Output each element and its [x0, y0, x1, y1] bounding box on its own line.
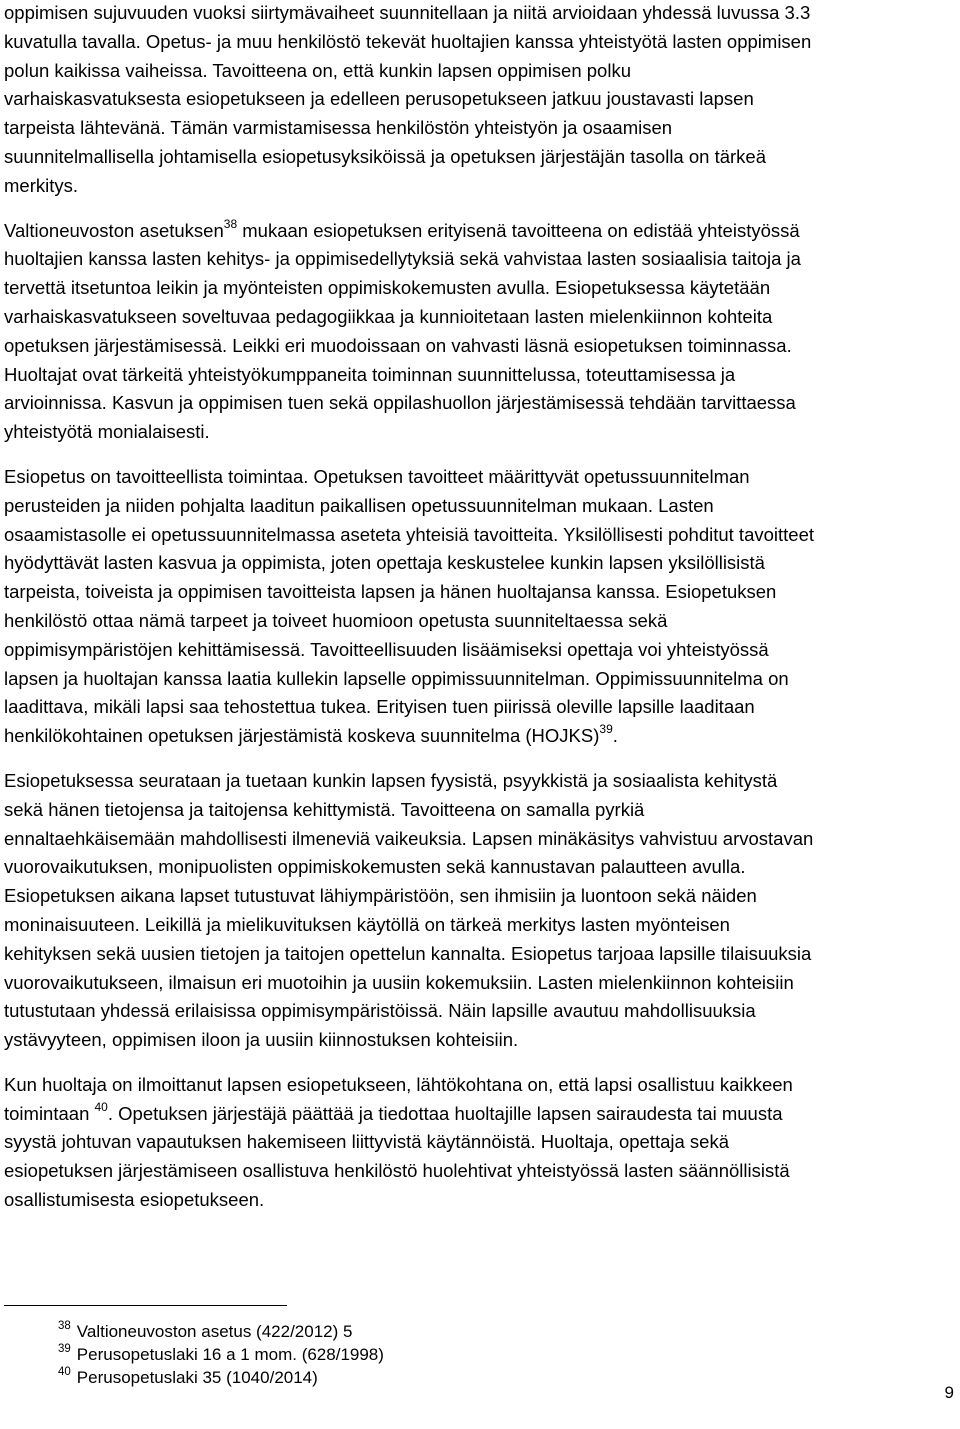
footnote-40 [58, 1366, 384, 1389]
text-line: Kun huoltaja on ilmoittanut lapsen esiopetukseen, lähtökohtana on, että lapsi osallistuu kaikkeen [4, 1073, 793, 1095]
text-segment: Valtioneuvoston asetuksen [4, 219, 224, 241]
text-line [4, 1100, 956, 1129]
paragraph-development [4, 767, 956, 1055]
text-line [4, 217, 956, 246]
footnote-text: Perusopetuslaki 35 (1040/2014) [76, 1368, 318, 1387]
text-line: oppimisympäristöjen kehittämisessä. Tavoitteellisuuden lisäämiseksi opettaja voi yhteistyössä [4, 638, 769, 660]
text-segment: mukaan esiopetuksen erityisenä tavoitteena on edistää yhteistyössä [237, 219, 800, 241]
footnote-ref-40: 40 [94, 1099, 108, 1114]
footnote-number: 39 [58, 1343, 71, 1355]
text-line: osallistumisesta esiopetukseen. [4, 1189, 265, 1211]
text-line: polun kaikissa vaiheissa. Tavoitteena on, että kunkin lapsen oppimisen polku [4, 59, 631, 81]
text-line: kehityksen sekä uusien tietojen ja taitojen opettelun kannalta. Esiopetus tarjoaa lapsille tilaisuuksia [4, 942, 812, 964]
text-segment: toimintaan [4, 1102, 90, 1124]
text-line: ennaltaehkäisemään mahdollisesti ilmeneviä vaikeuksia. Lapsen minäkäsitys vahvistuu arvostavan [4, 827, 814, 849]
footnote-text: Valtioneuvoston asetus (422/2012) 5 [76, 1322, 353, 1341]
footnote-ref-39: 39 [599, 722, 613, 737]
footnote-text: Perusopetuslaki 16 a 1 mom. (628/1998) [76, 1345, 384, 1364]
paragraph-attendance [4, 1071, 956, 1215]
text-segment: henkilökohtainen opetuksen järjestämistä koskeva suunnitelma (HOJKS) [4, 725, 600, 747]
text-line: hyödyttävät lasten kasvua ja oppimista, joten opettaja keskustelee kunkin lapsen yksilöllisistä [4, 552, 765, 574]
text-line: tervettä itsetuntoa leikin ja myönteisten oppimiskokemusten avulla. Esiopetuksessa käytetään [4, 277, 771, 299]
paragraph-transitions [4, 0, 956, 201]
paragraph-goals [4, 463, 956, 751]
text-line: yhteistyötä monialaisesti. [4, 421, 210, 443]
text-line: vuorovaikutukseen, ilmaisun eri muotoihin ja uusiin kokemuksiin. Lasten mielenkiinnon kohteisiin [4, 971, 794, 993]
footnotes [58, 1320, 384, 1389]
footnote-number: 40 [58, 1366, 71, 1378]
text-line: tarpeista lähtevänä. Tämän varmistamisessa henkilöstön yhteistyön ja osaamisen [4, 117, 673, 139]
text-line: Esiopetuksen aikana lapset tutustuvat lähiympäristöön, sen ihmisiin ja luontoon sekä näiden [4, 885, 757, 907]
text-line: vuorovaikutuksen, monipuolisten oppimiskokemusten sekä kannustavan palautteen avulla. [4, 856, 746, 878]
text-line: merkitys. [4, 174, 78, 196]
text-line: lapsen ja huoltajan kanssa laatia kullekin lapselle oppimissuunnitelman. Oppimissuunnitelma on [4, 667, 789, 689]
text-line: suunnitelmallisella johtamisella esiopetusyksiköissä ja opetuksen järjestäjän tasolla on tärkeä [4, 145, 766, 167]
text-line: esiopetuksen järjestämiseen osallistuva henkilöstö huolehtivat yhteistyössä lasten säännöllisistä [4, 1160, 790, 1182]
document-page [4, 0, 956, 1231]
footnote-39 [58, 1343, 384, 1366]
text-line: laadittava, mikäli lapsi saa tehostettua tukea. Erityisen tuen piirissä oleville lapsille laaditaan [4, 696, 755, 718]
footnote-ref-38: 38 [223, 216, 238, 231]
text-segment: . Opetuksen järjestäjä päättää ja tiedottaa huoltajille lapsen sairaudesta tai muusta [107, 1102, 783, 1124]
text-line: ystävyyteen, oppimisen iloon ja uusiin kiinnostuksen kohteisiin. [4, 1029, 519, 1051]
text-line: osaamistasolle ei opetussuunnitelmassa aseteta yhteisiä tavoitteita. Yksilöllisesti pohditut tavoitteet [4, 523, 814, 545]
text-line: tutustutaan yhdessä erilaisissa oppimisympäristöissä. Näin lapsille avautuu mahdollisuuksia [4, 1000, 756, 1022]
footnote-separator [4, 1305, 287, 1306]
text-line: varhaiskasvatuksesta esiopetukseen ja edelleen perusopetukseen jatkuu joustavasti lapsen [4, 88, 754, 110]
text-line: sekä hänen tietojensa ja taitojensa kehittymistä. Tavoitteena on samalla pyrkiä [4, 798, 645, 820]
footnote-number: 38 [58, 1320, 71, 1332]
text-line: varhaiskasvatukseen soveltuvaa pedagogiikkaa ja kunnioitetaan lasten mielenkiinnon kohteita [4, 305, 773, 327]
text-line: huoltajien kanssa lasten kehitys- ja oppimisedellytyksiä sekä vahvistaa lasten sosiaalisia taitoja ja [4, 248, 801, 270]
text-line: perusteiden ja niiden pohjalta laaditun paikallisen opetussuunnitelman mukaan. Lasten [4, 494, 714, 516]
text-line: syystä johtuvan vapautuksen hakemiseen liittyvistä käytännöistä. Huoltaja, opettaja sekä [4, 1131, 729, 1153]
text-line: moninaisuuteen. Leikillä ja mielikuvituksen käytöllä on tärkeä merkitys lasten myönteisen [4, 913, 730, 935]
text-line: tarpeista, toiveista ja oppimisen tavoitteista lapsen ja hänen huoltajansa kanssa. Esiopetuksen [4, 581, 777, 603]
text-line: henkilöstö ottaa nämä tarpeet ja toiveet huomioon opetusta suunniteltaessa sekä [4, 609, 668, 631]
page-number: 9 [944, 1383, 954, 1402]
text-line: Esiopetus on tavoitteellista toimintaa. Opetuksen tavoitteet määrittyvät opetussuunnitelman [4, 465, 750, 487]
paragraph-regulation [4, 217, 956, 447]
text-segment: . [612, 725, 618, 747]
text-line: opetuksen järjestämisessä. Leikki eri muodoissaan on vahvasti läsnä esiopetuksen toiminnassa. [4, 334, 792, 356]
text-line: kuvatulla tavalla. Opetus- ja muu henkilöstö tekevät huoltajien kanssa yhteistyötä lasten oppimisen [4, 30, 812, 52]
text-line: oppimisen sujuvuuden vuoksi siirtymävaiheet suunnitellaan ja niitä arvioidaan yhdessä luvussa 3.3 [4, 2, 811, 23]
footnote-38 [58, 1320, 384, 1343]
text-line: Esiopetuksessa seurataan ja tuetaan kunkin lapsen fyysistä, psyykkistä ja sosiaalista kehitystä [4, 769, 778, 791]
text-line: Huoltajat ovat tärkeitä yhteistyökumppaneita toiminnan suunnittelussa, toteuttamisessa ja [4, 363, 736, 385]
text-line: arvioinnissa. Kasvun ja oppimisen tuen sekä oppilashuollon järjestämisessä tehdään tarvittaessa [4, 392, 796, 414]
text-line [4, 722, 956, 751]
